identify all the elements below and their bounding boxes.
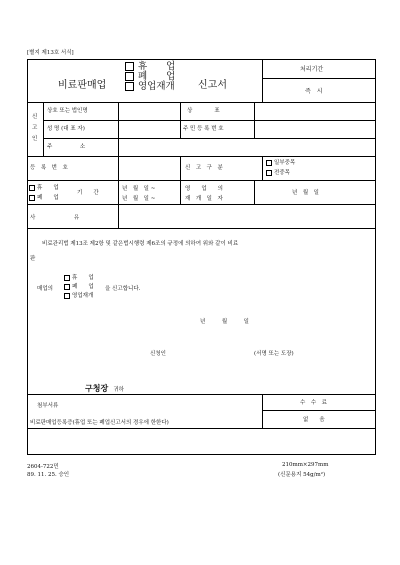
applicant-group-label: 신 고 인 (32, 114, 38, 142)
paper-type: (신문용지 54g/m²) (278, 472, 326, 478)
resume-date-value: 년 월 일 (292, 190, 319, 196)
suspend-checkbox[interactable] (125, 62, 134, 71)
registration-label: 등 록 번 호 (30, 165, 68, 171)
form-frame (27, 59, 376, 455)
option-resume: 영업재개 (138, 81, 175, 92)
title-left: 비료판매업 (58, 80, 107, 91)
resume-checkbox[interactable] (125, 82, 134, 91)
form-code: 2604-722민 (27, 464, 59, 470)
processing-value: 즉 시 (305, 88, 323, 95)
report-type-options: 일부중목 전중목 (266, 158, 295, 178)
representative-label: 성 명 (대 표 자) (47, 126, 85, 132)
processing-label: 처리기간 (300, 66, 324, 73)
option-suspend: 휴 업 (138, 61, 176, 72)
fee-value: 없 음 (303, 417, 325, 423)
period-close-checkbox[interactable] (29, 195, 35, 201)
body-suspend-checkbox[interactable] (64, 275, 70, 281)
title-right: 신고서 (198, 80, 227, 91)
statement-cont: 판 (30, 256, 36, 262)
paper-size: 210mm×297mm (282, 462, 329, 468)
approval-date: 89. 11. 25. 승인 (27, 472, 70, 478)
close-checkbox[interactable] (125, 72, 134, 81)
reason-label: 사 유 (30, 215, 80, 221)
signature-label: (서명 또는 도장) (254, 351, 294, 357)
body-close-checkbox[interactable] (64, 284, 70, 290)
body-resume-checkbox[interactable] (64, 293, 70, 299)
statement-options: 휴 업 폐 업 영업재개 (64, 274, 94, 301)
fee-label: 수 수 료 (300, 400, 327, 406)
attachment-item: 비료판매업등록증(휴업 또는 폐업신고서의 경우에 한한다) (30, 420, 169, 426)
header-options (125, 62, 175, 92)
report-date: 년 월 일 (200, 319, 249, 325)
company-name-label: 상호 또는 법인명 (47, 108, 88, 114)
recipient: 구청장 귀하 (85, 383, 124, 393)
statement: 비료관리법 제13조 제2항 및 같은법시행령 제6조의 규정에 의하여 위와 같이 비료 (42, 241, 239, 247)
statement-suffix: 을 신고합니다. (105, 286, 141, 292)
period-type: 휴 업 폐 업 (29, 183, 59, 203)
period-label: 기 간 (77, 190, 99, 196)
resident-number-label: 주 민 등 록 번 호 (183, 126, 224, 132)
partial-checkbox[interactable] (266, 160, 272, 166)
statement-prefix: 매업의 (37, 286, 53, 292)
applicant-label: 신청인 (150, 351, 166, 357)
attachment-title: 첨부서류 (37, 403, 59, 409)
report-type-label: 신 고 구 분 (185, 165, 223, 171)
option-close: 폐 업 (138, 71, 176, 82)
address-label: 주 소 (47, 144, 86, 150)
resume-date-label: 영 업 의 재 개 일 자 (185, 186, 223, 202)
period-suspend-checkbox[interactable] (29, 185, 35, 191)
period-dates: 년 월 일 ~ 년 월 일 ~ (122, 186, 156, 202)
form-number: [별지 제13호 서식] (27, 50, 74, 56)
all-checkbox[interactable] (266, 170, 272, 176)
brand-label: 상 표 (187, 108, 220, 114)
